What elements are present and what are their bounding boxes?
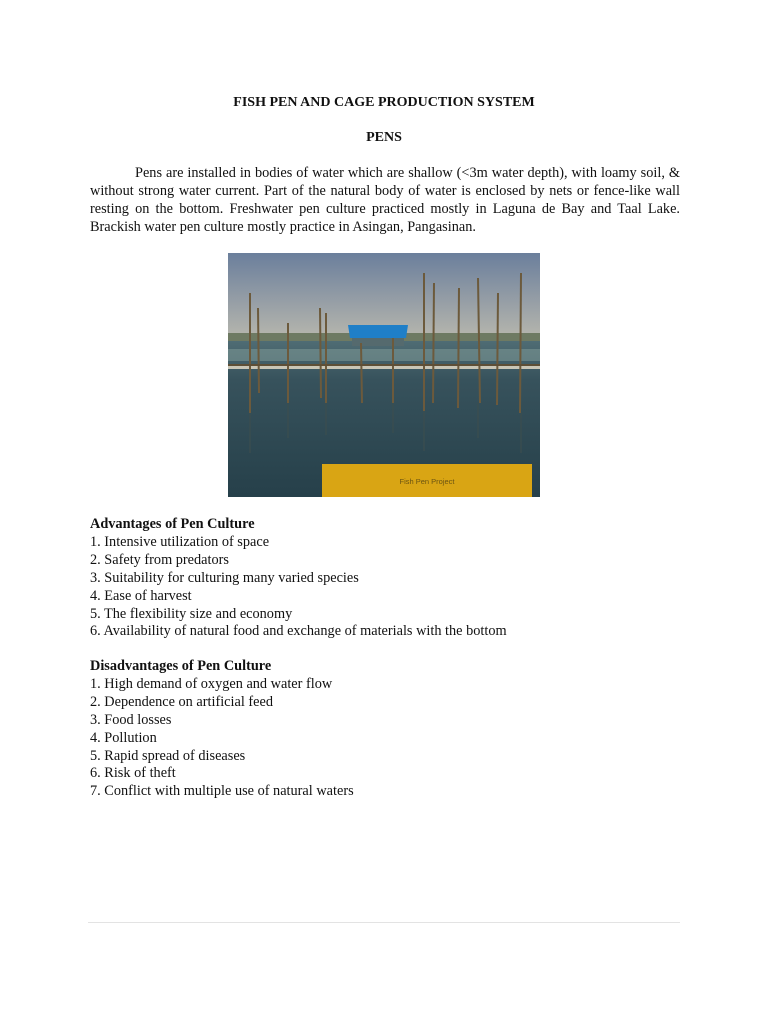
list-item: 2. Safety from predators — [90, 551, 229, 568]
list-item: 2. Dependence on artificial feed — [90, 693, 273, 710]
list-item: 1. Intensive utilization of space — [90, 533, 270, 550]
photo-caption: Fish Pen Project — [399, 477, 455, 486]
disadvantages-section — [90, 658, 680, 801]
intro-paragraph: Pens are installed in bodies of water which are shallow (<3m water depth), with loamy soil, & without strong water current. Part of the natural body of water is enclosed by nets or fence-like wall resting on the bottom. Freshwater pen culture practiced mostly in Laguna de Bay and Taal Lake. Brackish water pen culture mostly practice in Asingan, Pangasinan. — [90, 165, 680, 235]
advantages-heading: Advantages of Pen Culture — [90, 516, 255, 532]
list-item: 4. Ease of harvest — [90, 587, 192, 604]
list-item: 1. High demand of oxygen and water flow — [90, 675, 333, 692]
footer-divider — [88, 922, 680, 923]
list-item: 6. Risk of theft — [90, 765, 176, 782]
advantages-section — [90, 516, 680, 641]
fish-pen-photo — [228, 253, 540, 497]
list-item: 3. Suitability for culturing many varied species — [90, 569, 359, 586]
list-item: 3. Food losses — [90, 711, 172, 728]
section-title-pens: PENS — [366, 130, 402, 145]
disadvantages-list — [90, 676, 680, 801]
list-item: 7. Conflict with multiple use of natural waters — [90, 783, 354, 800]
document-title: FISH PEN AND CAGE PRODUCTION SYSTEM — [233, 95, 535, 110]
advantages-list — [90, 534, 680, 641]
list-item: 5. Rapid spread of diseases — [90, 747, 246, 764]
list-item: 5. The flexibility size and economy — [90, 605, 293, 622]
list-item: 4. Pollution — [90, 729, 157, 746]
hut-roof — [348, 325, 408, 338]
disadvantages-heading: Disadvantages of Pen Culture — [90, 658, 272, 674]
list-item: 6. Availability of natural food and exchange of materials with the bottom — [90, 623, 507, 640]
